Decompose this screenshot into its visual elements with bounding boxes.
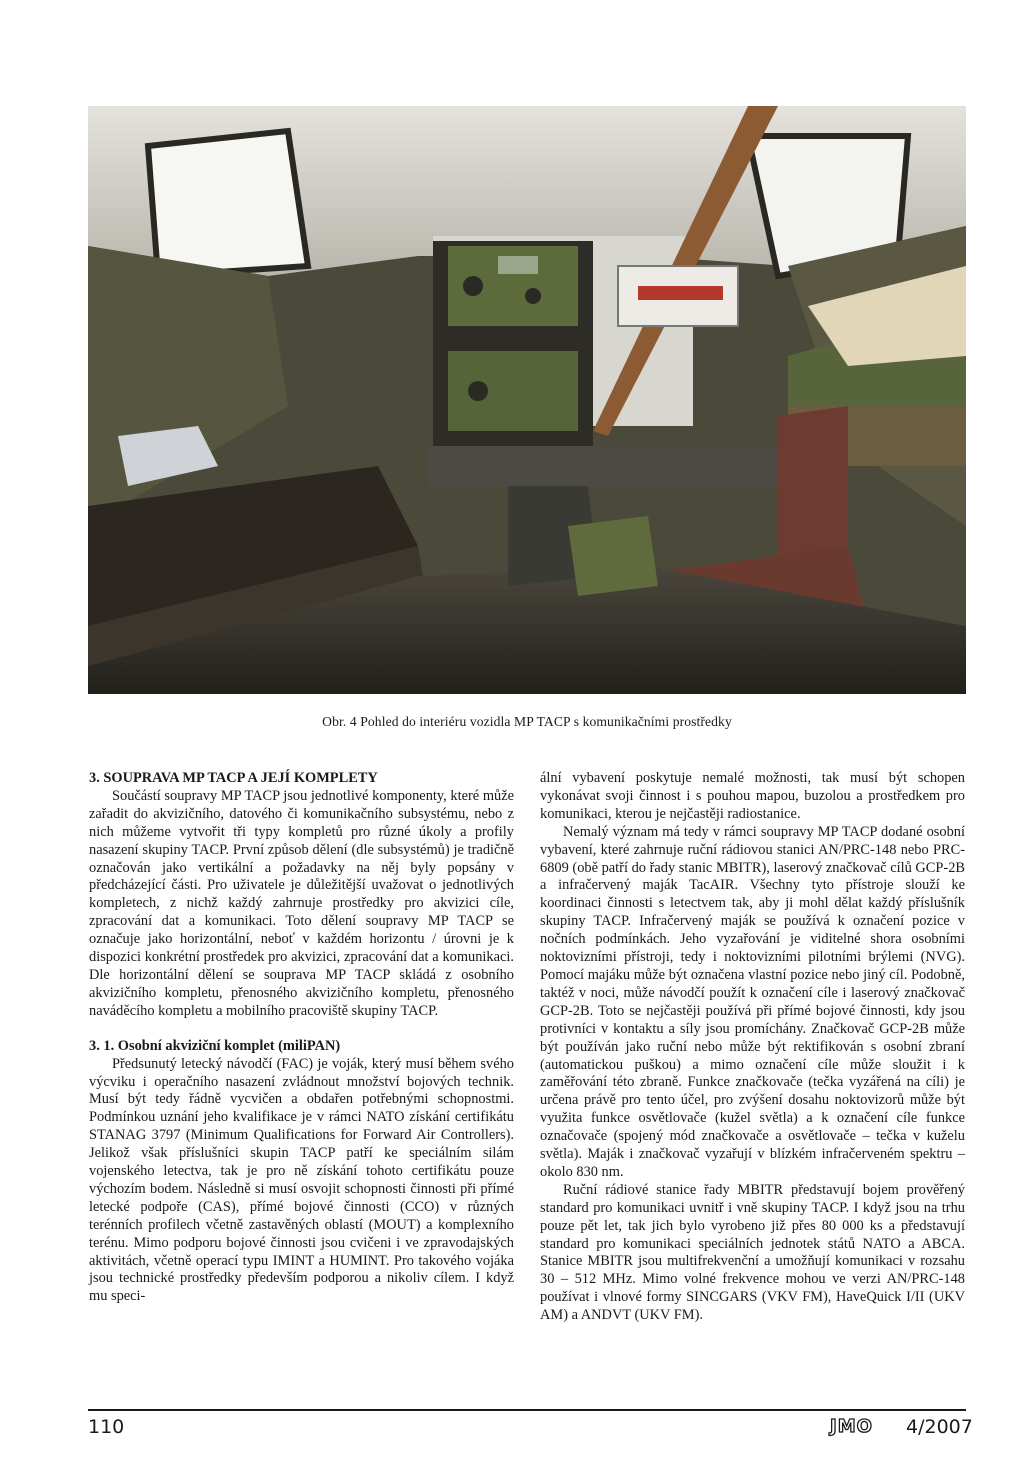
radio-paragraph: Ruční rádiové stanice řady MBITR představují bojem prověřený standard pro komunikaci uvnitř i vně skupiny TACP. I když jsou na trhu pouze pět let, tak jich bylo vyrobeno již přes 80 000 ks a představují standard pro komunikaci speciálních jednotek států NATO a ABCA. Stanice MBITR jsou multifrekvenční a umožňují komunikaci v rozsahu 30 – 512 MHz. Mimo volné frekvence mohou ve verzi AN/PRC-148 používat i vlnové formy SINCGARS (VKV FM), HaveQuick I/II (UKV AM) a ANDVT (UKV FM). <box>540 1181 965 1324</box>
subsection-paragraph: Předsunutý letecký návodčí (FAC) je voják, který musí během svého výcviku i operačního nasazení zvládnout množství bojových technik. Musí být tedy řádně vycvičen a obdařen potřebnými schopnostmi. Podmínkou uznání jeho kvalifikace je v rámci NATO získání certifikátu STANAG 3797 (Minimum Qualifications for Forward Air Controllers). Jelikož však příslušníci skupin TACP patří ke speciálním silám vojenského letectva, tak je pro ně získání tohoto certifikátu pouze výchozím bodem. Následně si musí osvojit schopnosti činnosti při přímé letecké podpoře (CAS), přímé bojové činnosti (CCO) v různých terénních profilech včetně zastavěných oblastí (MOUT) a komplexního terénu. Mimo podporu bojové činnosti jsou cvičeni i ve zpravodajských aktivitách, včetně operací typu IMINT a HUMINT. Pro takového vojáka jsou technické prostředky především podporou a nikoliv cílem. I když mu speci- <box>89 1055 514 1305</box>
vehicle-interior-photo <box>88 106 966 694</box>
equipment-paragraph: Nemalý význam má tedy v rámci soupravy MP TACP dodané osobní vybavení, které zahrnuje ruční rádiovou stanici AN/PRC-148 nebo PRC-6809 (obě patří do řady stanic MBITR), laserový značkovač cílů GCP-2B a infračervený maják TacAIR. Všechny tyto přístroje slouží ke koordinaci činnosti s letectvem tak, aby ji mohl dělat každý příslušník skupiny TACP. Infračervený maják se používá k označení pozice v nočních podmínkách. Jeho vyzařování je viditelné shora osobními noktovizními přístroji, tedy i noktovizními pilotními brýlemi (NVG). Pomocí majáku může být označena vlastní pozice nebo jiný cíl. Podobně, taktéž v noci, může návodčí použít k označení cíle i laserový značkovač GCP-2B. Toto se nejčastěji používá při přímé bojové činnosti, kdy jsou protivníci v kontaktu a síly jsou promíchány. Značkovač GCP-2B může být používán jako ruční nebo může být rektifikován s osobní zbraní (automatickou puškou) a mimo označení cíle může sloužit i k zaměřování této zbraně. Funkce značkovače (tečka vyzářená na cíli) je určena právě pro tento účel, pro zvýšení dosahu noktovizorů může být využita funkce osvětlovače (kužel světla) a k označení cíle funkce označovače (spojený mód značkovače a osvětlovače – tečka v kuželu světla). Maják i značkovač vyzařují v blízkém infračerveném spektru – okolo 830 nm. <box>540 823 965 1180</box>
right-column <box>540 770 965 1325</box>
page-number: 110 <box>88 1416 125 1438</box>
vehicle-interior-photo-icon <box>88 106 966 694</box>
figure-caption: Obr. 4 Pohled do interiéru vozidla MP TACP s komunikačními prostředky <box>322 714 732 729</box>
left-column <box>89 770 514 1306</box>
section-heading: 3. SOUPRAVA MP TACP A JEJÍ KOMPLETY <box>89 770 378 786</box>
footer-rule <box>88 1409 966 1411</box>
section-paragraph: Součástí soupravy MP TACP jsou jednotlivé komponenty, které může zařadit do akvizičního, datového či komunikačního subsystému, nebo z nich můžeme vytvořit tři typy kompletů pro různé úkoly a profily nasazení skupiny TACP. První způsob dělení (dle subsystémů) je tradičně označován jako vertikální a požadavky na něj byly popsány v předcházející části. Pro uživatele je důležitější uvažovat o jednotlivých kompletech, z nichž každý zahrnuje prostředky pro akvizici cíle, zpracování dat a komunikaci. Toto dělení soupravy MP TACP se označuje jako horizontální, neboť v každém horizontu / úrovni je k dispozici konkrétní prostředek pro akvizici, zpracování dat a komunikaci. Dle horizontální dělení se souprava MP TACP skládá z osobního akvizičního kompletu, přenosného akvizičního kompletu, přenosného naváděcího kompletu a mobilního pracoviště skupiny TACP. <box>89 787 514 1019</box>
issue-number: 4/2007 <box>906 1416 973 1438</box>
continued-paragraph: ální vybavení poskytuje nemalé možnosti, tak musí být schopen vykonávat svoji činnost i s pouhou mapou, buzolou a prostředkem pro komunikaci, kterou je nejčastěji radiostanice. <box>540 770 965 822</box>
journal-logo: JMO <box>830 1416 873 1437</box>
subsection-heading: 3. 1. Osobní akviziční komplet (miliPAN) <box>89 1037 341 1054</box>
